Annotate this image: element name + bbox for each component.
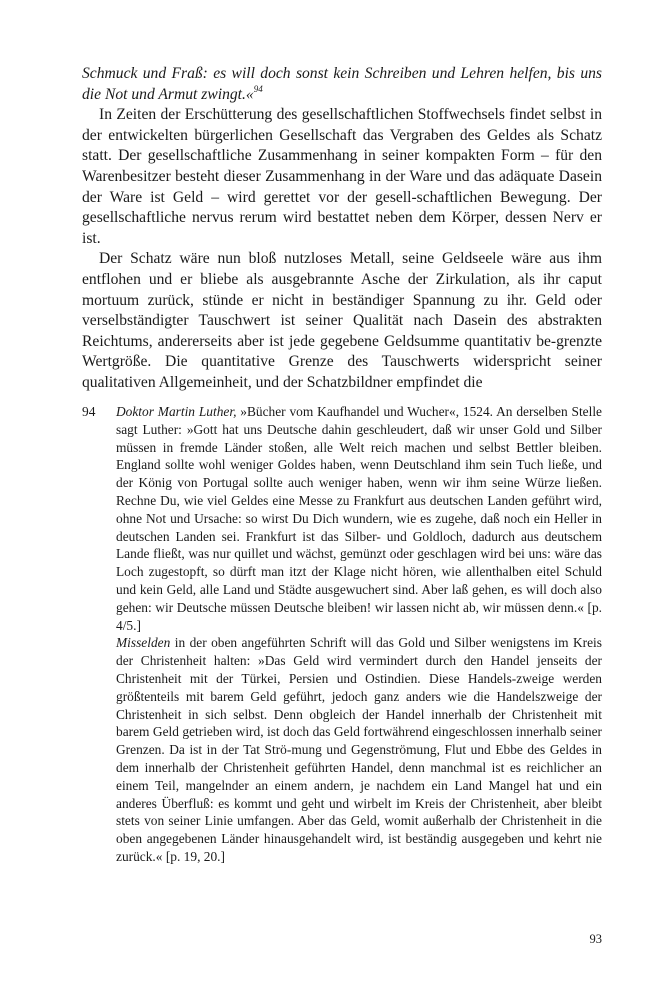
footnote-body <box>116 403 602 866</box>
footnote-para-luther <box>116 403 602 634</box>
footnote-94 <box>82 403 602 866</box>
paragraph-2: In Zeiten der Erschütterung des gesellschaftlichen Stoffwechsels findet selbst in der entwickelten bürgerlichen Gesellschaft das Vergraben des Geldes als Schatz statt. Der gesellschaftliche Zusammenhang in seiner kompakten Form – für den Warenbesitzer besteht dieser Zusammenhang in der Ware und das adäquate Dasein der Ware ist Geld – wird gerettet vor der gesell-schaftlichen Bewegung. Der gesellschaftliche nervus rerum wird bestattet neben dem Körper, dessen Nerv er ist. <box>82 106 602 247</box>
footnote-author-misselden: Misselden <box>116 635 171 651</box>
paragraph-3: Der Schatz wäre nun bloß nutzloses Metall, seine Geldseele wäre aus ihm entflohen und er bliebe als ausgebrannte Asche der Zirkulation, als ihr caput mortuum zurück, stünde er nicht in beständiger Spannung zu ihr. Geld oder verselbständigter Tauschwert ist seiner Qualität nach Dasein des abstrakten Reichtums, andererseits aber ist jede gegebene Geldsumme quantitativ be-grenzte Wertgröße. Die quantitative Grenze des Tauschwerts widerspricht seiner qualitativen Allgemeinheit, und der Schatzbildner empfindet die <box>82 250 602 391</box>
page-number: 93 <box>589 932 602 946</box>
footnote-number: 94 <box>82 404 96 419</box>
footnote-text-luther: »Bücher vom Kaufhandel und Wucher«, 1524. An derselben Stelle sagt Luther: »Gott hat uns Deutsche dahin geschleudert, daß wir unser Gold und Silber müssen in fremde Länder stoßen, alle Welt reich machen und selbst Bettler bleiben. England sollte wohl weniger Goldes haben, wenn Deutschland ihm sein Tuch ließe, und der König von Portugal sollte auch weniger haben, wenn wir ihm seine Würze ließen. Rechne Du, wie viel Geldes eine Messe zu Frankfurt aus deutschen Landen geführt wird, ohne Not und Ursache: so wirst Du Dich wundern, wie es zugehe, daß noch ein Heller in deutschen Landen sei. Frankfurt ist das Silber- und Goldloch, dadurch aus deutschem Lande fließt, was nur quillet und wächst, gemünzt oder geschlagen wird bei uns: wäre das Loch zugestopft, so dürft man itzt der Klage nicht hören, wie allenthalben eitel Schuld und kein Geld, alle Land und Städte ausgewuchert sind. Aber laß gehen, es will doch also gehen: wir Deutsche müssen Deutsche bleiben! wir lassen nicht ab, wir müssen denn.« [p. 4/5.] <box>116 404 603 633</box>
footnote-para-misselden <box>116 634 602 865</box>
footnote-author-luther: Doktor Martin Luther, <box>116 404 237 419</box>
quote-continuation: Schmuck und Fraß: es will doch sonst kein Schreiben und Lehren helfen, bis uns die Not und Armut zwingt.« <box>82 65 602 103</box>
main-text <box>82 64 602 394</box>
footnote-text-misselden: in der oben angeführten Schrift will das Gold und Silber wenigstens im Kreis der Christenheit halten: »Das Geld wird vermindert durch den Handel jenseits der Christenheit mit der Türkei, Persien und Ostindien. Diese Handels-zweige werden größtenteils mit barem Geld geführt, jedoch ganz anders wie die Handelszweige der Christenheit in sich selbst. Denn obgleich der Handel innerhalb der Christenheit mit barem Geld getrieben wird, ist doch das Geld fortwährend eingeschlossen innerhalb seiner Grenzen. Da ist in der Tat Strö-mung und Gegenströmung, Flut und Ebbe des Geldes in dem innerhalb der Christenheit geführten Handel, denn manchmal ist es reichlicher an einem Teil, mangelnder an einem andern, je nachdem ein Land Mangel hat und ein anderes Überfluß: es kommt und geht und wirbelt im Kreis der Christenheit, aber bleibt stets von seiner Linie umfangen. Aber das Geld, womit außerhalb der Christenheit in die oben angegebenen Länder hinausgehandelt wird, ist beständig ausgegeben und kehrt nie zurück.« [p. 19, 20.] <box>116 635 602 864</box>
footnote-ref-94[interactable]: 94 <box>253 83 263 94</box>
paragraph-continued <box>82 64 602 105</box>
